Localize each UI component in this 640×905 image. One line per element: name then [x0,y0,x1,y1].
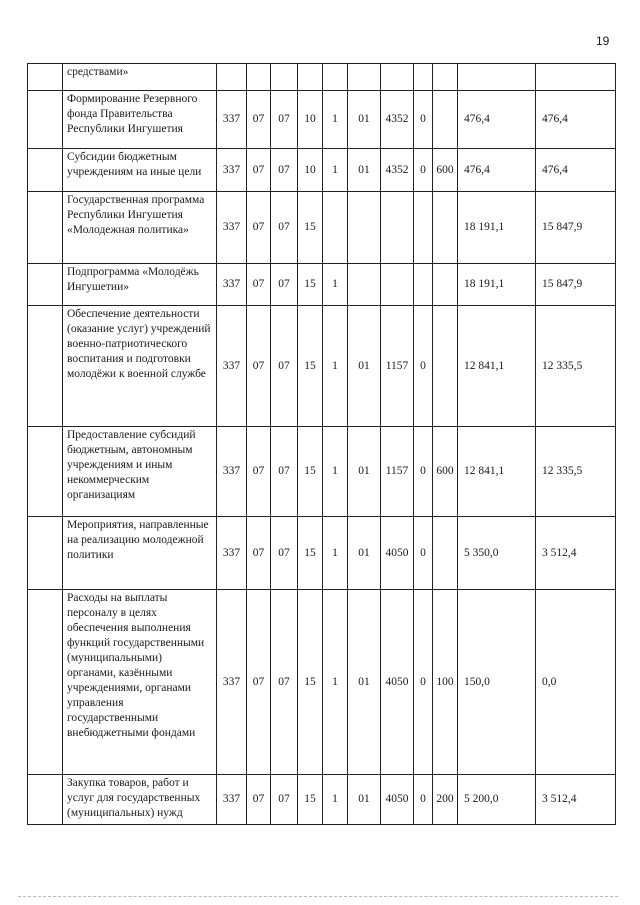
item-name-cell: Закупка товаров, работ и услуг для государственных (муниципальных) нужд [63,775,217,825]
subprogram-code-cell: 1 [323,590,348,775]
section-code-cell: 07 [247,517,271,590]
amount-plan-cell: 5 200,0 [458,775,536,825]
section-code-cell: 07 [247,91,271,149]
event-group-cell: 01 [348,149,381,192]
amount-actual-cell: 0,0 [536,590,616,775]
amount-actual-cell [536,64,616,91]
table-row [28,264,616,306]
expense-type-cell: 600 [433,149,458,192]
row-number-cell [28,517,63,590]
section-code-cell: 07 [247,149,271,192]
expense-type-cell [433,306,458,427]
program-code-cell: 15 [298,306,323,427]
ministry-code-cell: 337 [217,91,247,149]
amount-plan-cell: 150,0 [458,590,536,775]
subsection-code-cell: 07 [271,264,298,306]
subsection-code-cell: 07 [271,306,298,427]
program-code-cell: 15 [298,590,323,775]
subprogram-code-cell [323,64,348,91]
program-code-cell: 15 [298,427,323,517]
event-group-cell: 01 [348,517,381,590]
table-row [28,91,616,149]
subdirection-code-cell: 0 [414,427,433,517]
table-row [28,775,616,825]
subprogram-code-cell [323,192,348,264]
item-name-cell: Мероприятия, направленные на реализацию молодежной политики [63,517,217,590]
section-code-cell [247,64,271,91]
subsection-code-cell: 07 [271,427,298,517]
program-code-cell: 15 [298,192,323,264]
event-group-cell: 01 [348,91,381,149]
amount-actual-cell: 12 335,5 [536,306,616,427]
amount-actual-cell: 3 512,4 [536,775,616,825]
page-bottom-rule [18,896,618,897]
direction-code-cell [381,192,414,264]
event-group-cell: 01 [348,775,381,825]
program-code-cell: 15 [298,517,323,590]
subprogram-code-cell: 1 [323,91,348,149]
direction-code-cell [381,64,414,91]
row-number-cell [28,64,63,91]
row-number-cell [28,192,63,264]
direction-code-cell: 4352 [381,91,414,149]
ministry-code-cell [217,64,247,91]
program-code-cell: 10 [298,149,323,192]
row-number-cell [28,91,63,149]
direction-code-cell: 4050 [381,517,414,590]
expense-type-cell [433,264,458,306]
subprogram-code-cell: 1 [323,149,348,192]
subdirection-code-cell: 0 [414,590,433,775]
row-number-cell [28,149,63,192]
amount-plan-cell: 12 841,1 [458,306,536,427]
subdirection-code-cell: 0 [414,306,433,427]
expense-type-cell [433,91,458,149]
ministry-code-cell: 337 [217,427,247,517]
subsection-code-cell: 07 [271,590,298,775]
program-code-cell: 15 [298,775,323,825]
section-code-cell: 07 [247,264,271,306]
section-code-cell: 07 [247,306,271,427]
subprogram-code-cell: 1 [323,306,348,427]
item-name-cell: Предоставление субсидий бюджетным, автономным учреждениям и иным некоммерческим организациям [63,427,217,517]
program-code-cell: 15 [298,264,323,306]
subsection-code-cell: 07 [271,192,298,264]
event-group-cell: 01 [348,427,381,517]
item-name-cell: Расходы на выплаты персоналу в целях обеспечения выполнения функций государственными (муниципальными) органами, казёнными учреждениями, органами управления государственными внебюджетными фондами [63,590,217,775]
section-code-cell: 07 [247,590,271,775]
expense-type-cell [433,64,458,91]
ministry-code-cell: 337 [217,590,247,775]
item-name-cell: Формирование Резервного фонда Правительства Республики Ингушетия [63,91,217,149]
amount-plan-cell: 18 191,1 [458,192,536,264]
amount-plan-cell: 476,4 [458,91,536,149]
subsection-code-cell: 07 [271,517,298,590]
item-name-cell: средствами» [63,64,217,91]
row-number-cell [28,264,63,306]
event-group-cell: 01 [348,306,381,427]
event-group-cell [348,264,381,306]
subdirection-code-cell [414,264,433,306]
ministry-code-cell: 337 [217,149,247,192]
table-row [28,306,616,427]
expense-type-cell [433,192,458,264]
subdirection-code-cell [414,64,433,91]
subsection-code-cell [271,64,298,91]
amount-actual-cell: 15 847,9 [536,192,616,264]
ministry-code-cell: 337 [217,517,247,590]
subdirection-code-cell: 0 [414,517,433,590]
subprogram-code-cell: 1 [323,775,348,825]
amount-actual-cell: 15 847,9 [536,264,616,306]
subprogram-code-cell: 1 [323,264,348,306]
table-row [28,590,616,775]
table-row [28,149,616,192]
budget-table [27,63,616,825]
ministry-code-cell: 337 [217,306,247,427]
ministry-code-cell: 337 [217,192,247,264]
ministry-code-cell: 337 [217,264,247,306]
program-code-cell: 10 [298,91,323,149]
subprogram-code-cell: 1 [323,427,348,517]
expense-type-cell: 600 [433,427,458,517]
amount-actual-cell: 476,4 [536,149,616,192]
amount-plan-cell: 476,4 [458,149,536,192]
section-code-cell: 07 [247,192,271,264]
subsection-code-cell: 07 [271,775,298,825]
row-number-cell [28,590,63,775]
program-code-cell [298,64,323,91]
direction-code-cell: 4352 [381,149,414,192]
ministry-code-cell: 337 [217,775,247,825]
event-group-cell [348,192,381,264]
amount-plan-cell: 18 191,1 [458,264,536,306]
table-row [28,64,616,91]
subdirection-code-cell: 0 [414,91,433,149]
subsection-code-cell: 07 [271,91,298,149]
amount-actual-cell: 476,4 [536,91,616,149]
section-code-cell: 07 [247,775,271,825]
amount-actual-cell: 12 335,5 [536,427,616,517]
expense-type-cell: 200 [433,775,458,825]
direction-code-cell: 1157 [381,306,414,427]
item-name-cell: Субсидии бюджетным учреждениям на иные цели [63,149,217,192]
row-number-cell [28,306,63,427]
direction-code-cell [381,264,414,306]
item-name-cell: Обеспечение деятельности (оказание услуг) учреждений военно-патриотического воспитания и подготовки молодёжи к военной службе [63,306,217,427]
page-number: 19 [596,34,610,48]
subdirection-code-cell: 0 [414,775,433,825]
amount-actual-cell: 3 512,4 [536,517,616,590]
item-name-cell: Государственная программа Республики Ингушетия «Молодежная политика» [63,192,217,264]
subdirection-code-cell [414,192,433,264]
event-group-cell [348,64,381,91]
item-name-cell: Подпрограмма «Молодёжь Ингушетии» [63,264,217,306]
direction-code-cell: 4050 [381,590,414,775]
event-group-cell: 01 [348,590,381,775]
amount-plan-cell: 5 350,0 [458,517,536,590]
table-row [28,517,616,590]
row-number-cell [28,427,63,517]
subdirection-code-cell: 0 [414,149,433,192]
expense-type-cell: 100 [433,590,458,775]
amount-plan-cell: 12 841,1 [458,427,536,517]
row-number-cell [28,775,63,825]
section-code-cell: 07 [247,427,271,517]
direction-code-cell: 4050 [381,775,414,825]
amount-plan-cell [458,64,536,91]
expense-type-cell [433,517,458,590]
table-row [28,427,616,517]
subsection-code-cell: 07 [271,149,298,192]
direction-code-cell: 1157 [381,427,414,517]
subprogram-code-cell: 1 [323,517,348,590]
table-row [28,192,616,264]
